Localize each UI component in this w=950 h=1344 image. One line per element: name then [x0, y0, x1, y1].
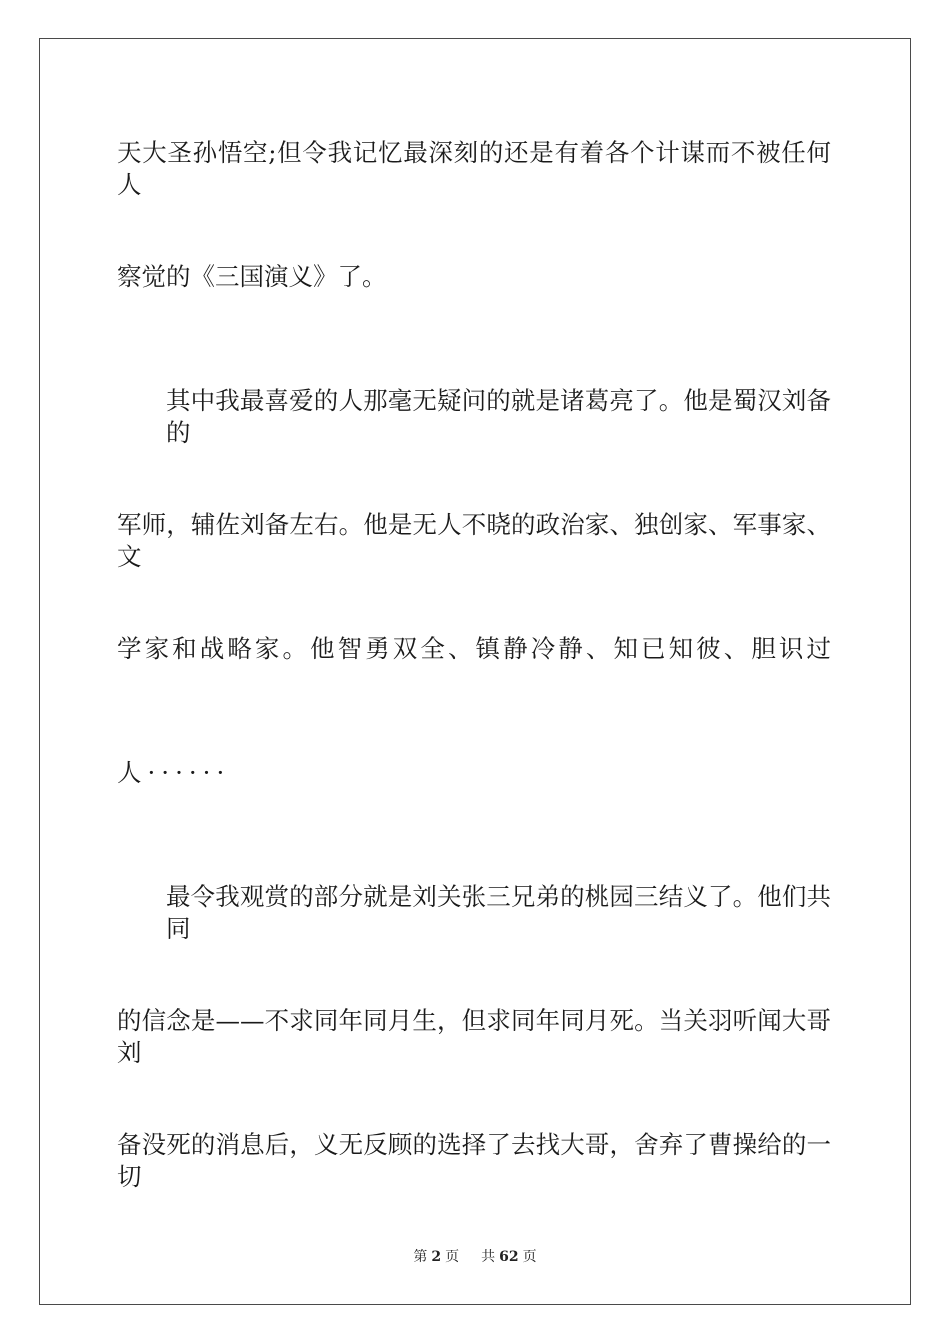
body-text-line: 其中我最喜爱的人那毫无疑问的就是诸葛亮了。他是蜀汉刘备的 — [166, 386, 831, 447]
total-unit: 页 — [522, 1249, 537, 1265]
page-label: 第 — [413, 1249, 428, 1265]
body-text-line: 察觉的《三国演义》了。 — [117, 262, 387, 291]
page-unit: 页 — [445, 1249, 460, 1265]
total-label: 共 — [481, 1249, 496, 1265]
page-footer — [0, 1247, 950, 1267]
body-text-line: 人······ — [117, 758, 231, 787]
body-text-line: 军师，辅佐刘备左右。他是无人不晓的政治家、独创家、军事家、文 — [117, 510, 831, 571]
page-number: 2 — [431, 1249, 442, 1265]
body-text-line: 备没死的消息后，义无反顾的选择了去找大哥，舍弃了曹操给的一切 — [117, 1130, 831, 1191]
body-text-line: 的信念是——不求同年同月生，但求同年同月死。当关羽听闻大哥刘 — [117, 1006, 831, 1067]
body-text-line: 天大圣孙悟空;但令我记忆最深刻的还是有着各个计谋而不被任何人 — [117, 138, 831, 199]
body-text-line: 最令我观赏的部分就是刘关张三兄弟的桃园三结义了。他们共同 — [166, 882, 831, 943]
body-text-line: 学家和战略家。他智勇双全、镇静冷静、知已知彼、胆识过 — [117, 634, 831, 663]
page-border — [39, 38, 911, 1305]
total-pages: 62 — [499, 1249, 519, 1265]
